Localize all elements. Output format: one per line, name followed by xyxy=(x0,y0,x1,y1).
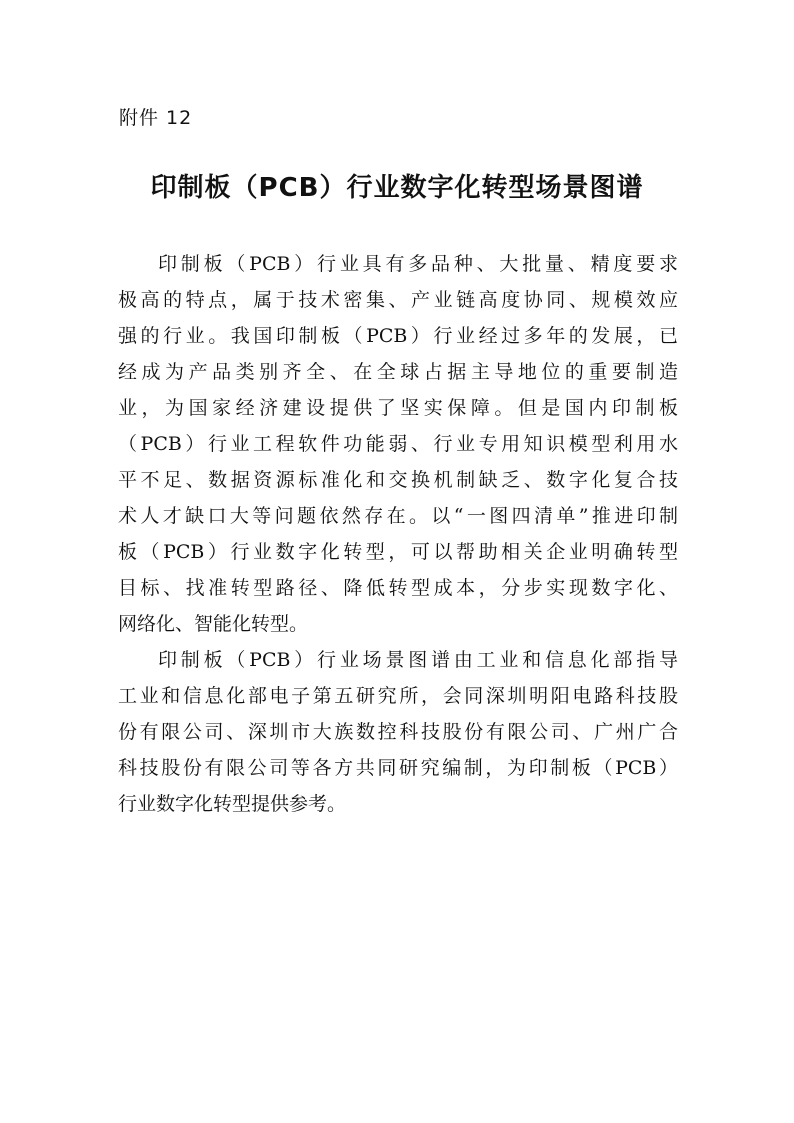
paragraph-line: 经成为产品类别齐全、在全球占据主导地位的重要制造 xyxy=(118,361,678,383)
paragraph-line: 极高的特点，属于技术密集、产业链高度协同、规模效应 xyxy=(118,289,678,311)
paragraph-line: 工业和信息化部电子第五研究所，会同深圳明阳电路科技股 xyxy=(118,685,678,707)
paragraph-line: 份有限公司、深圳市大族数控科技股份有限公司、广州广合 xyxy=(118,721,678,743)
paragraph-line: （PCB）行业工程软件功能弱、行业专用知识模型利用水 xyxy=(118,433,678,455)
paragraph-intro xyxy=(118,246,678,642)
paragraph-line: 强的行业。我国印制板（PCB）行业经过多年的发展，已 xyxy=(118,325,678,347)
document-title: 印制板（PCB）行业数字化转型场景图谱 xyxy=(150,173,644,203)
paragraph-line: 科技股份有限公司等各方共同研究编制，为印制板（PCB） xyxy=(118,757,678,779)
paragraph-line: 目标、找准转型路径、降低转型成本，分步实现数字化、 xyxy=(118,577,678,599)
paragraph-line: 术人才缺口大等问题依然存在。以“一图四清单”推进印制 xyxy=(118,505,678,527)
paragraph-line: 印制板（PCB）行业场景图谱由工业和信息化部指导 xyxy=(158,649,678,671)
paragraph-line: 网络化、智能化转型。 xyxy=(118,613,309,635)
attachment-label: 附件 12 xyxy=(119,107,193,129)
paragraph-line: 行业数字化转型提供参考。 xyxy=(118,793,347,815)
paragraph-authors xyxy=(118,642,678,822)
paragraph-line: 平不足、数据资源标准化和交换机制缺乏、数字化复合技 xyxy=(118,469,678,491)
document-body xyxy=(118,246,678,822)
paragraph-line: 印制板（PCB）行业具有多品种、大批量、精度要求 xyxy=(158,253,678,275)
paragraph-line: 板（PCB）行业数字化转型，可以帮助相关企业明确转型 xyxy=(118,541,678,563)
paragraph-line: 业，为国家经济建设提供了坚实保障。但是国内印制板 xyxy=(118,397,678,419)
